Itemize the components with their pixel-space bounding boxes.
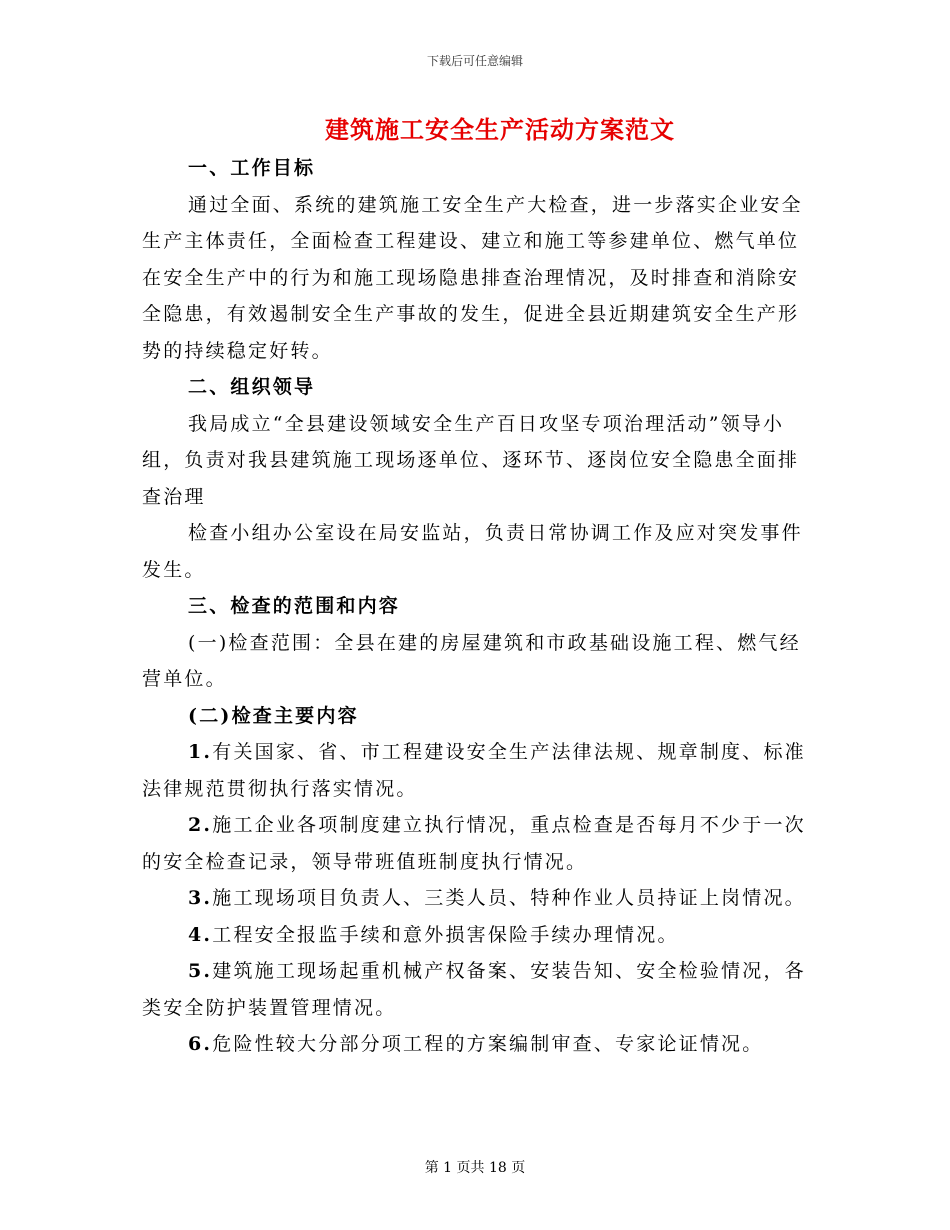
list-item-number: 2. [188,814,213,836]
list-item [142,734,812,807]
section-heading-scope: 三、检查的范围和内容 [188,595,401,617]
section-paragraph: (一)检查范围：全县在建的房屋建筑和市政基础设施工程、燃气经营单位。 [142,631,801,690]
list-item [142,880,812,917]
section-heading-leadership: 二、组织领导 [188,376,316,398]
document-body [142,150,812,1063]
document-title: 建筑施工安全生产活动方案范文 [325,115,675,144]
list-item [142,807,812,880]
section-paragraph: 通过全面、系统的建筑施工安全生产大检查，进一步落实企业安全生产主体责任，全面检查工程建设、建立和施工等参建单位、燃气单位在安全生产中的行为和施工现场隐患排查治理情况，及时排查和消除安全隐患，有效遏制安全生产事故的发生，促进全县近期建筑安全生产形势的持续稳定好转。 [142,193,803,362]
list-item-text: 建筑施工现场起重机械产权备案、安装告知、安全检验情况，各类安全防护装置管理情况。 [142,960,806,1019]
list-item-text: 工程安全报监手续和意外损害保险手续办理情况。 [212,923,679,946]
list-item [142,1026,812,1063]
section-paragraph: 我局成立“全县建设领域安全生产百日攻坚专项治理活动”领导小组，负责对我县建筑施工现场逐单位、逐环节、逐岗位安全隐患全面排查治理 [142,412,800,508]
list-item-text: 危险性较大分部分项工程的方案编制审查、专家论证情况。 [212,1033,764,1055]
list-item-number: 6. [188,1033,213,1055]
list-item-number: 1. [188,741,213,763]
list-item [142,953,812,1026]
list-item-text: 施工企业各项制度建立执行情况，重点检查是否每月不少于一次的安全检查记录，领导带班值班制度执行情况。 [142,814,806,873]
list-item-text: 有关国家、省、市工程建设安全生产法律法规、规章制度、标准法律规范贯彻执行落实情况。 [142,741,806,800]
page-header-note: 下载后可任意编辑 [426,54,523,68]
list-item [142,917,812,954]
subheading-main-content: (二)检查主要内容 [188,704,359,727]
section-paragraph: 检查小组办公室设在局安监站，负责日常协调工作及应对突发事件发生。 [142,522,803,581]
list-item-text: 施工现场项目负责人、三类人员、特种作业人员持证上岗情况。 [212,887,806,909]
list-item-number: 3. [188,887,213,909]
list-item-number: 5. [188,960,213,982]
section-heading-goals: 一、工作目标 [188,157,316,179]
list-item-number: 4. [188,923,213,946]
page-number-footer: 第 1 页共 18 页 [424,1160,526,1176]
